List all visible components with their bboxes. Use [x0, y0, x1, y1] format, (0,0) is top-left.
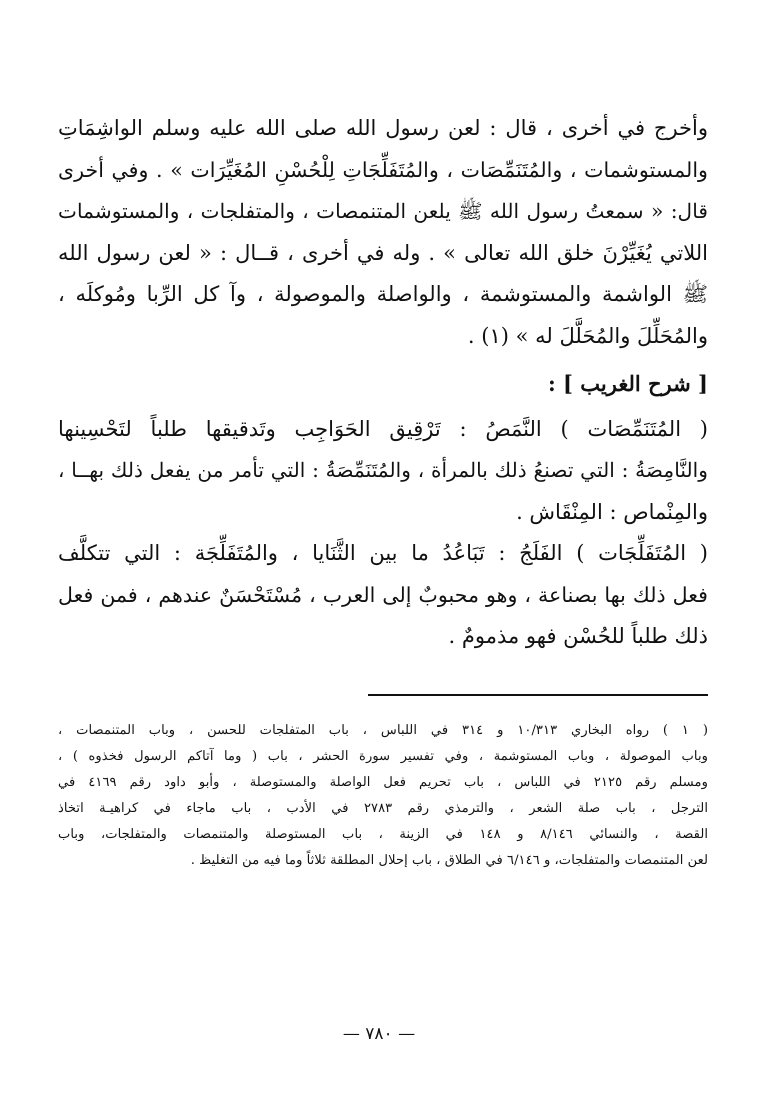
hadith-line: وأخرج في أخرى ، قال : لعن رسول الله صلى الله عليه وسلم الواشِمَاتِ	[58, 116, 708, 140]
footnote-divider	[368, 694, 708, 696]
footnote-line: ( ١ ) رواه البخاري ١٠/٣١٣ و ٣١٤ في اللباس ، باب المتفلجات للحسن ، وباب المتنمصات ،	[58, 722, 708, 738]
hadith-line: ﷺ الواشمة والمستوشمة ، والواصلة والموصولة ، وآ كل الرِّبا ومُوكلَه ،	[58, 282, 708, 306]
gloss-line: ( المُتَفَلِّجَات ) الفَلَجُ : تَبَاعُدُ ما بين الثَّنَايا ، والمُتَفَلِّجَة : التي تتكلَّف	[58, 541, 708, 565]
footnote-line: الترجل ، باب صلة الشعر ، والترمذي رقم ٢٧٨٣ في الأدب ، باب ماجاء في كراهيـة اتخاذ	[58, 800, 708, 816]
footnote-line: ومسلم رقم ٢١٢٥ في اللباس ، باب تحريم فعل الواصلة والمستوصلة ، وأبو داود رقم ٤١٦٩ في	[58, 774, 708, 790]
hadith-line: والمُحَلِّلَ والمُحَلَّلَ له » (١) .	[467, 323, 708, 348]
gloss-line: ( المُتَنَمِّصَات ) النَّمَصُ : تَرْقِيق الحَوَاجِب وتَدقيقها طلباً لتَحْسِينها	[58, 416, 708, 441]
gloss-line: ذلك طلباً للحُسْن فهو مذمومٌ .	[448, 624, 708, 648]
footnote-line: وباب الموصولة ، وباب المستوشمة ، وفي تفسير سورة الحشر ، باب ( وما آتاكم الرسول فخذوه ) ،	[58, 748, 708, 764]
gloss-line: والمِنْماص : المِنْقَاش .	[516, 499, 708, 524]
hadith-line: قال: « سمعتُ رسول الله ﷺ يلعن المتنمصات ، والمتفلجات ، والمستوشمات	[58, 199, 708, 223]
footnotes	[58, 718, 708, 874]
hadith-line: والمستوشمات ، والمُتَنَمِّصَات ، والمُتَفَلِّجَاتِ لِلْحُسْنِ المُغَيِّرَات » . وفي أخرى	[58, 157, 708, 182]
footnote-line: لعن المتنمصات والمتفلجات، و ٦/١٤٦ في الطلاق ، باب إحلال المطلقة ثلاثاً وما فيه من التغليظ .	[190, 852, 708, 868]
section-heading: [ شرح الغريب ] :	[547, 371, 708, 396]
page-number: — ٧٨٠ —	[342, 1024, 416, 1044]
hadith-line: اللاتي يُغَيِّرْنَ خلق الله تعالى » . وله في أخرى ، قــال : « لعن رسول الله	[58, 240, 708, 265]
hadith-text	[58, 108, 708, 658]
gloss-line: فعل ذلك بها بصناعة ، وهو محبوبٌ إلى العرب ، مُسْتَحْسَنٌ عندهم ، فمن فعل	[58, 582, 708, 607]
footnote-line: القصة ، والنسائي ٨/١٤٦ و ١٤٨ في الزينة ، باب المستوصلة والمتنمصات والمتفلجات، وباب	[58, 826, 708, 842]
gloss-line: والنَّامِصَةُ : التي تصنعُ ذلك بالمرأة ، والمُتَنَمِّصَةُ : التي تأمر من يفعل ذلك بهــا ،	[58, 458, 708, 482]
